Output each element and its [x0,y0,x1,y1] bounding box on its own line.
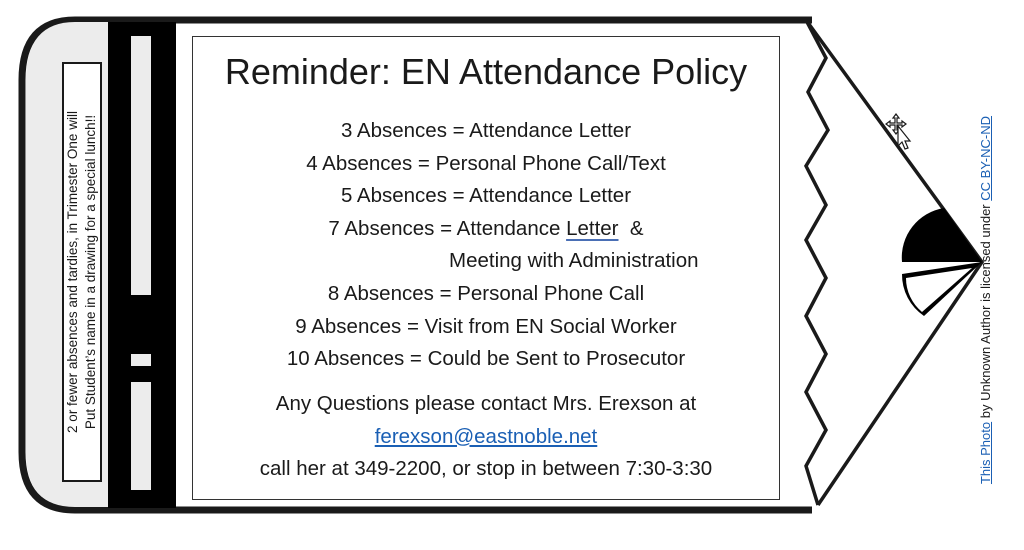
policy-title: Reminder: EN Attendance Policy [224,51,748,92]
policy-rules [193,115,779,376]
rule-8-absences: 8 Absences = Personal Phone Call [327,281,645,305]
attribution-middle: by Unknown Author is licensed under [978,200,993,422]
rule-7-suffix: & [618,216,644,240]
phone-line: call her at 349-2200, or stop in between 7:30-3:30 [259,457,713,480]
rule-7-letter-word: Letter [566,216,619,240]
contact-line: Any Questions please contact Mrs. Erexson at [275,392,697,415]
rule-9-absences: 9 Absences = Visit from EN Social Worker [295,314,677,338]
ferrule-stripe-top [131,36,151,295]
photo-attribution [976,50,996,550]
ferrule-stripe-mid [131,354,151,366]
license-link[interactable]: CC BY-NC-ND [978,115,993,201]
rule-5-absences: 5 Absences = Attendance Letter [340,184,632,208]
pencil-graphite [902,208,982,262]
rule-4-absences: 4 Absences = Personal Phone Call/Text [306,151,666,175]
side-note-line-1: 2 or fewer absences and tardies, in Trimester One will [65,111,80,433]
contact-info [193,388,779,486]
rule-7-prefix: 7 Absences = Attendance [328,216,567,240]
email-line [193,421,779,454]
side-note-line-2: Put Student’s name in a drawing for a special lunch!! [83,114,98,430]
pencil-tip-cone [806,20,982,505]
email-link[interactable]: ferexson@eastnoble.net [374,424,598,448]
rule-7-continuation: Meeting with Administration [449,249,699,273]
rule-10-absences: 10 Absences = Could be Sent to Prosecutor [286,347,686,371]
side-note [62,62,102,482]
rule-7-absences [193,213,779,246]
photo-link[interactable]: This Photo [978,421,993,485]
ferrule-stripe-bottom [131,382,151,490]
move-cursor-icon [884,112,914,152]
rule-3-absences: 3 Absences = Attendance Letter [340,119,632,142]
policy-box [192,36,780,500]
